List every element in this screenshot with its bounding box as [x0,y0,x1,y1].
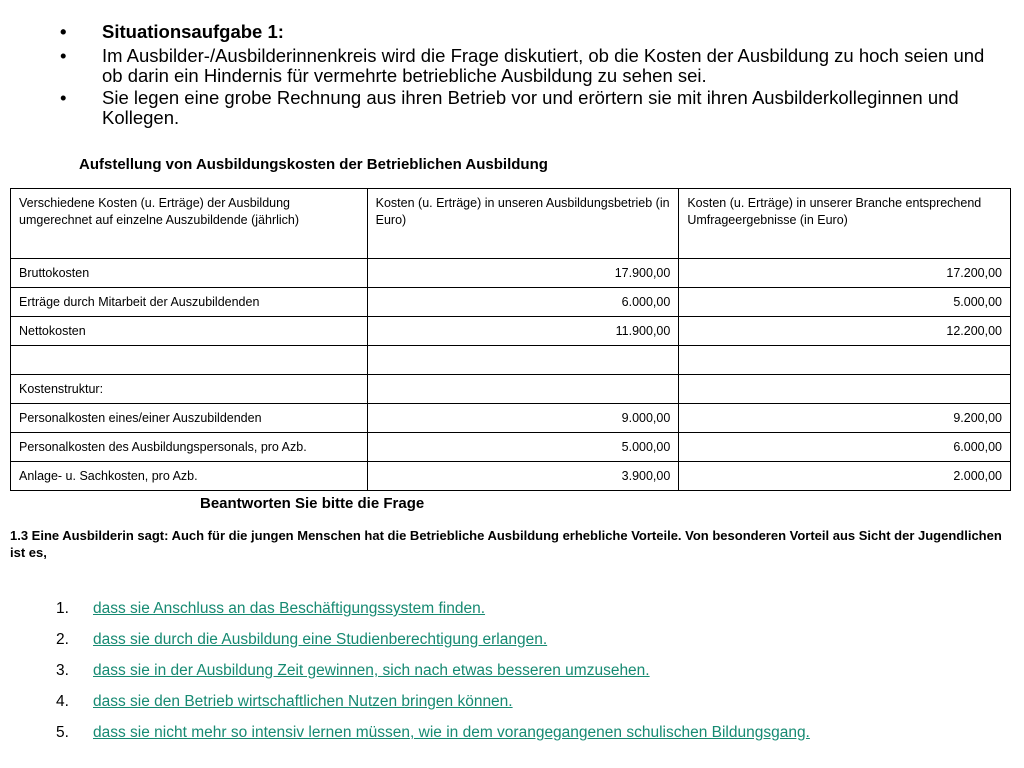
bullet-text: Im Ausbilder-/Ausbilderinnenkreis wird die Frage diskutiert, ob die Kosten der Ausbildung zu hoch seien und ob darin ein Hindernis für vermehrte betriebliche Ausbildung zu sehen sei. [102,45,985,86]
table-header-row [11,189,1011,259]
answer-item [56,630,986,661]
answer-link-2[interactable]: dass sie durch die Ausbildung eine Studienberechtigung erlangen. [93,631,548,648]
table-row [11,462,1011,491]
row-branch-value [679,346,1011,375]
answer-link-4[interactable]: dass sie den Betrieb wirtschaftlichen Nutzen bringen können. [93,693,513,710]
answer-number: 1. [56,600,69,617]
cost-table [10,188,1011,491]
row-label: Anlage- u. Sachkosten, pro Azb. [11,462,368,491]
answer-item [56,723,986,754]
row-own-value [367,346,679,375]
table-row [11,375,1011,404]
question-heading: Beantworten Sie bitte die Frage [200,495,425,512]
answer-link-5[interactable]: dass sie nicht mehr so intensiv lernen müssen, wie in dem vorangegangenen schulischen Bildungsgang. [93,724,810,741]
table-row [11,288,1011,317]
row-label: Erträge durch Mitarbeit der Auszubildenden [11,288,368,317]
question-text: 1.3 Eine Ausbilderin sagt: Auch für die jungen Menschen hat die Betriebliche Ausbildung erhebliche Vorteile. Von besonderen Vorteil aus Sicht der Jugendlichen ist es, [10,528,1002,560]
row-label: Personalkosten des Ausbildungspersonals, pro Azb. [11,433,368,462]
answer-number: 5. [56,724,69,741]
table-row [11,317,1011,346]
table-row-empty [11,346,1011,375]
row-branch-value: 5.000,00 [679,288,1011,317]
row-own-value: 6.000,00 [367,288,679,317]
table-title: Aufstellung von Ausbildungskosten der Betrieblichen Ausbildung [79,156,548,173]
answer-number: 4. [56,693,69,710]
header-cell-own-company: Kosten (u. Erträge) in unseren Ausbildungsbetrieb (in Euro) [367,189,679,259]
header-cell-cost-type: Verschiedene Kosten (u. Erträge) der Ausbildung umgerechnet auf einzelne Auszubildende (jährlich) [11,189,368,259]
row-own-value: 5.000,00 [367,433,679,462]
intro-bullet-list [56,22,986,130]
row-branch-value: 6.000,00 [679,433,1011,462]
bullet-item-discussion [56,46,986,86]
row-label: Kostenstruktur: [11,375,368,404]
row-own-value: 3.900,00 [367,462,679,491]
answer-item [56,692,986,723]
row-branch-value: 2.000,00 [679,462,1011,491]
table-row [11,433,1011,462]
answer-number: 2. [56,631,69,648]
answer-item [56,661,986,692]
row-own-value [367,375,679,404]
answer-link-1[interactable]: dass sie Anschluss an das Beschäftigungssystem finden. [93,600,486,617]
bullet-item-title [56,22,986,42]
answer-list [56,599,986,754]
row-label: Personalkosten eines/einer Auszubildenden [11,404,368,433]
table-row [11,259,1011,288]
row-label [11,346,368,375]
row-label: Nettokosten [11,317,368,346]
bullet-marker: • [60,87,67,108]
bullet-text: Situationsaufgabe 1: [102,21,284,42]
answer-item [56,599,986,630]
row-own-value: 17.900,00 [367,259,679,288]
row-branch-value: 12.200,00 [679,317,1011,346]
row-branch-value: 9.200,00 [679,404,1011,433]
bullet-item-calculation [56,88,986,128]
row-branch-value: 17.200,00 [679,259,1011,288]
row-branch-value [679,375,1011,404]
bullet-text: Sie legen eine grobe Rechnung aus ihren Betrieb vor und erörtern sie mit ihren Ausbilderkolleginnen und Kollegen. [102,87,959,128]
row-own-value: 11.900,00 [367,317,679,346]
row-own-value: 9.000,00 [367,404,679,433]
answer-number: 3. [56,662,69,679]
header-cell-branch: Kosten (u. Erträge) in unserer Branche entsprechend Umfrageergebnisse (in Euro) [679,189,1011,259]
row-label: Bruttokosten [11,259,368,288]
bullet-marker: • [60,45,67,66]
answer-link-3[interactable]: dass sie in der Ausbildung Zeit gewinnen, sich nach etwas besseren umzusehen. [93,662,650,679]
bullet-marker: • [60,21,67,42]
table-row [11,404,1011,433]
